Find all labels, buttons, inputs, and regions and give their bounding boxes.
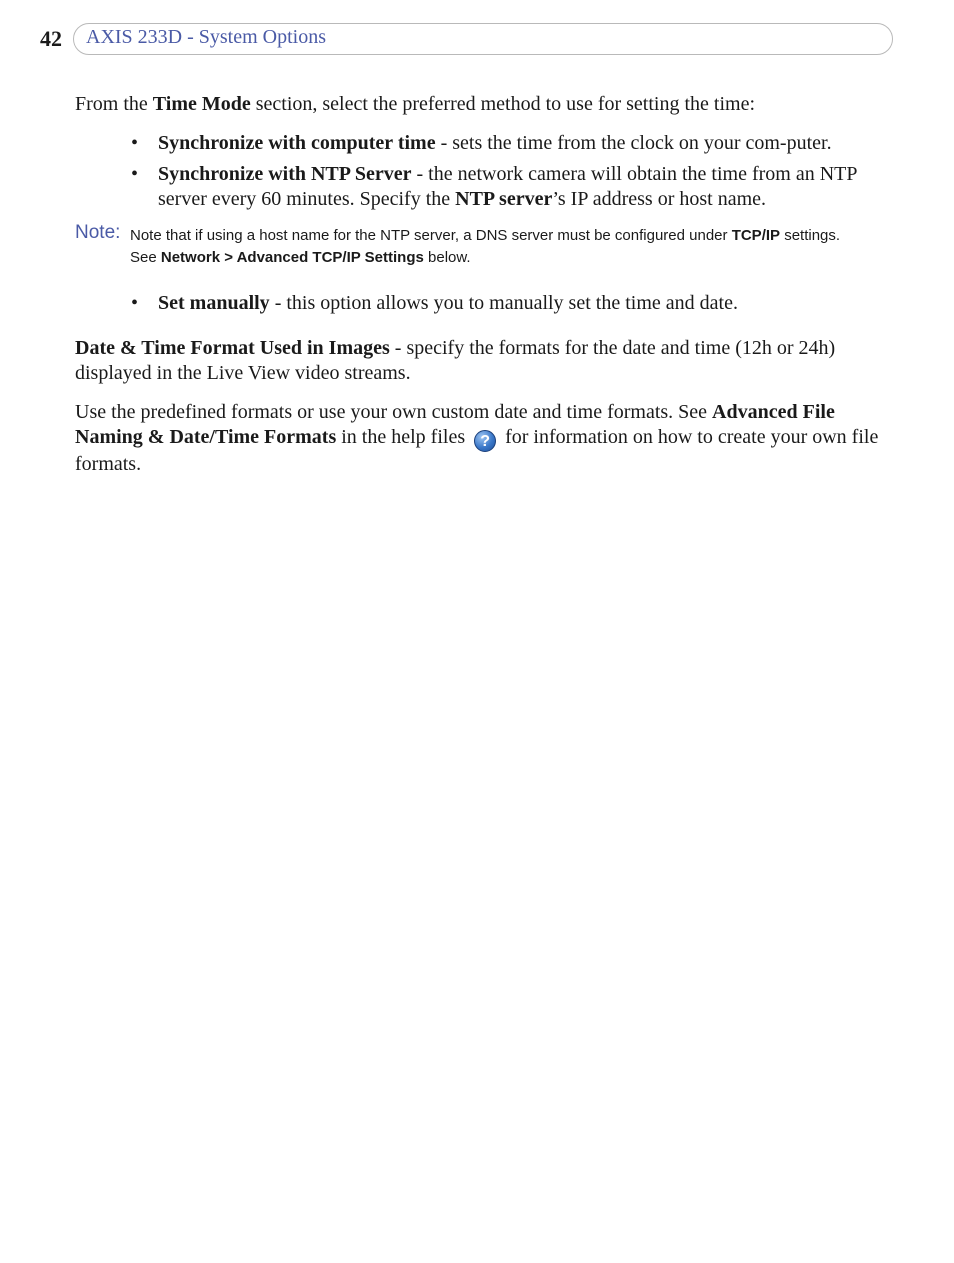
intro-bold: Time Mode [152,93,251,115]
predefined-paragraph [75,400,890,477]
help-topic-title: Advanced File Naming & Date/Time Formats [75,401,835,448]
predefined-text-3: for information on how to create your own file formats. [75,426,879,475]
note-text-1: Note that if using a host name for the NTP server, a DNS server must be configured under [130,227,732,244]
bullet-ntp-text-end: ’s IP address or host name. [552,188,766,210]
list-item [75,162,890,212]
note-settings-path: Network > Advanced TCP/IP Settings [160,249,424,266]
predefined-text-1: Use the predefined formats or use your own custom date and time formats. See [75,401,713,423]
manual-list [75,291,890,316]
note-tcpip-term: TCP/IP [731,227,781,244]
main-content [75,92,890,491]
date-format-text: - specify the formats for the date and time (12h or 24h) displayed in the Live View video streams. [75,337,836,384]
intro-paragraph [75,92,890,117]
bullet-dot: • [131,163,139,185]
note-label: Note: [75,222,121,243]
bullet-computer-time-text: - sets the time from the clock on your com-puter. [435,132,832,154]
bullet-manual-text: - this option allows you to manually set the time and date. [269,292,738,314]
note-text-3: See [130,249,161,266]
date-format-paragraph [75,336,890,386]
intro-prefix: From the [75,93,153,115]
note-line-2 [130,247,890,269]
bullet-ntp-server-term: NTP server [455,188,553,210]
page-number: 42 [40,26,62,51]
bullet-dot: • [131,132,139,154]
list-item [75,131,890,156]
time-mode-list [75,131,890,212]
intro-suffix: section, select the preferred method to use for setting the time: [250,93,756,115]
bullet-ntp-text: - the network camera will obtain the time from an NTP server every 60 minutes. Specify the [158,163,857,210]
predefined-text-2: in the help files [336,426,471,448]
bullet-dot: • [131,292,139,314]
bullet-computer-time-title: Synchronize with computer time [158,132,436,154]
bullet-ntp-title: Synchronize with NTP Server [158,163,412,185]
bullet-manual-title: Set manually [158,292,270,314]
header-bar [73,23,893,55]
note-text-4: below. [423,249,471,266]
list-item [75,291,890,316]
page-title: AXIS 233D - System Options [86,26,327,48]
note-text-2: settings. [780,227,841,244]
note-block [75,222,890,269]
help-icon: ? [474,430,496,452]
date-format-title: Date & Time Format Used in Images [75,337,390,359]
